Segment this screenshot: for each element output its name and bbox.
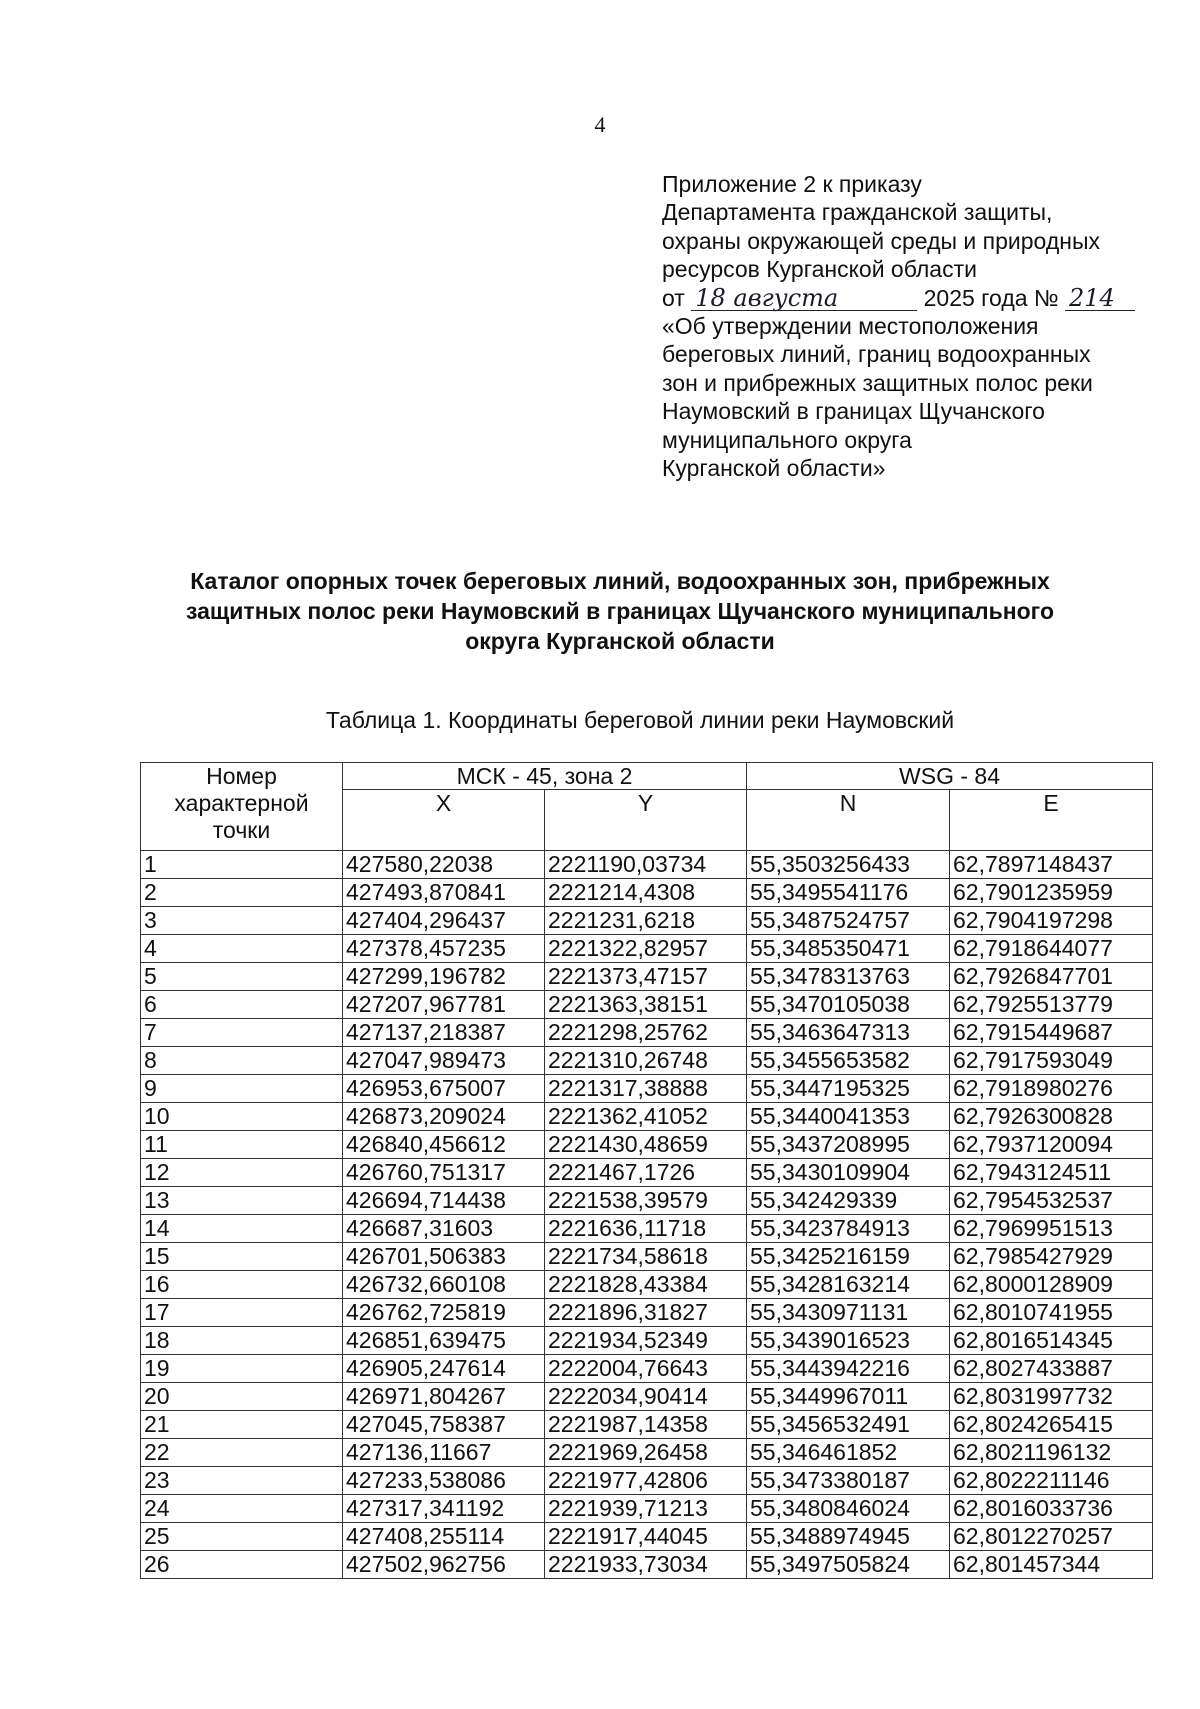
point-number-cell: 25: [141, 1523, 343, 1551]
table-body: [141, 851, 1153, 1579]
y-cell: 2221322,82957: [545, 935, 747, 963]
y-cell: 2221939,71213: [545, 1495, 747, 1523]
x-cell: 427493,870841: [343, 879, 545, 907]
wsg-group-header: WSG - 84: [747, 763, 1153, 790]
appendix-line: «Об утверждении местоположения: [662, 313, 1039, 340]
y-cell: 2221636,11718: [545, 1215, 747, 1243]
n-cell: 55,3428163214: [747, 1271, 950, 1299]
x-cell: 426760,751317: [343, 1159, 545, 1187]
x-cell: 427404,296437: [343, 907, 545, 935]
appendix-line: зон и прибрежных защитных полос реки: [662, 369, 1093, 396]
table-row: [141, 1495, 1153, 1523]
e-cell: 62,8000128909: [950, 1271, 1153, 1299]
y-cell: 2221362,41052: [545, 1103, 747, 1131]
table-row: [141, 1271, 1153, 1299]
n-cell: 55,3456532491: [747, 1411, 950, 1439]
point-number-cell: 9: [141, 1075, 343, 1103]
e-cell: 62,8022211146: [950, 1467, 1153, 1495]
appendix-line: береговых линий, границ водоохранных: [662, 341, 1091, 368]
coordinates-table: [140, 762, 1153, 1579]
n-cell: 55,3470105038: [747, 991, 950, 1019]
n-cell: 55,3463647313: [747, 1019, 950, 1047]
point-number-cell: 3: [141, 907, 343, 935]
n-cell: 55,346461852: [747, 1439, 950, 1467]
y-cell: 2221298,25762: [545, 1019, 747, 1047]
y-cell: 2221734,58618: [545, 1243, 747, 1271]
e-cell: 62,7915449687: [950, 1019, 1153, 1047]
table-row: [141, 1383, 1153, 1411]
point-number-cell: 13: [141, 1187, 343, 1215]
table-row: [141, 1187, 1153, 1215]
point-number-cell: 2: [141, 879, 343, 907]
n-cell: 55,3473380187: [747, 1467, 950, 1495]
n-cell: 55,3497505824: [747, 1551, 950, 1579]
table-row: [141, 1467, 1153, 1495]
y-cell: 2221373,47157: [545, 963, 747, 991]
table-row: [141, 991, 1153, 1019]
e-cell: 62,7985427929: [950, 1243, 1153, 1271]
e-cell: 62,8010741955: [950, 1299, 1153, 1327]
appendix-line: ресурсов Курганской области: [662, 256, 977, 283]
table-row: [141, 1047, 1153, 1075]
x-header: X: [343, 790, 545, 851]
y-cell: 2221917,44045: [545, 1523, 747, 1551]
x-cell: 427408,255114: [343, 1523, 545, 1551]
e-cell: 62,7897148437: [950, 851, 1153, 879]
n-cell: 55,3430109904: [747, 1159, 950, 1187]
appendix-line: Наумовский в границах Щучанского: [662, 398, 1045, 425]
e-cell: 62,7926847701: [950, 963, 1153, 991]
n-cell: 55,3495541176: [747, 879, 950, 907]
table-row: [141, 907, 1153, 935]
page-number: 4: [594, 112, 606, 137]
n-cell: 55,3449967011: [747, 1383, 950, 1411]
point-number-cell: 26: [141, 1551, 343, 1579]
table-row: [141, 963, 1153, 991]
x-cell: 426840,456612: [343, 1131, 545, 1159]
point-number-cell: 23: [141, 1467, 343, 1495]
year-text: 2025 года №: [923, 284, 1059, 311]
point-number-cell: 19: [141, 1355, 343, 1383]
n-cell: 55,3423784913: [747, 1215, 950, 1243]
n-cell: 55,3437208995: [747, 1131, 950, 1159]
y-header: Y: [545, 790, 747, 851]
y-cell: 2221430,48659: [545, 1131, 747, 1159]
appendix-line: охраны окружающей среды и природных: [662, 227, 1100, 254]
x-cell: 427137,218387: [343, 1019, 545, 1047]
y-cell: 2221190,03734: [545, 851, 747, 879]
point-number-cell: 4: [141, 935, 343, 963]
e-header: E: [950, 790, 1153, 851]
n-cell: 55,342429339: [747, 1187, 950, 1215]
e-cell: 62,8024265415: [950, 1411, 1153, 1439]
handwritten-order-number: 214: [1065, 286, 1135, 311]
y-cell: 2221317,38888: [545, 1075, 747, 1103]
e-cell: 62,8021196132: [950, 1439, 1153, 1467]
point-number-cell: 10: [141, 1103, 343, 1131]
y-cell: 2221310,26748: [545, 1047, 747, 1075]
n-cell: 55,3488974945: [747, 1523, 950, 1551]
n-cell: 55,3440041353: [747, 1103, 950, 1131]
point-number-cell: 16: [141, 1271, 343, 1299]
e-cell: 62,8012270257: [950, 1523, 1153, 1551]
table-row: [141, 1159, 1153, 1187]
table-header: [141, 763, 1153, 851]
x-cell: 427580,22038: [343, 851, 545, 879]
y-cell: 2221933,73034: [545, 1551, 747, 1579]
x-cell: 426687,31603: [343, 1215, 545, 1243]
e-cell: 62,7954532537: [950, 1187, 1153, 1215]
e-cell: 62,7969951513: [950, 1215, 1153, 1243]
appendix-line: Департамента гражданской защиты,: [662, 199, 1053, 226]
point-number-cell: 6: [141, 991, 343, 1019]
catalog-title-line: Каталог опорных точек береговых линий, водоохранных зон, прибрежных: [190, 568, 1050, 594]
table-row: [141, 1439, 1153, 1467]
point-number-cell: 18: [141, 1327, 343, 1355]
x-cell: 427502,962756: [343, 1551, 545, 1579]
table-row: [141, 1299, 1153, 1327]
y-cell: 2221231,6218: [545, 907, 747, 935]
x-cell: 427378,457235: [343, 935, 545, 963]
y-cell: 2221828,43384: [545, 1271, 747, 1299]
y-cell: 2222034,90414: [545, 1383, 747, 1411]
point-number-cell: 17: [141, 1299, 343, 1327]
table-row: [141, 851, 1153, 879]
n-cell: 55,3487524757: [747, 907, 950, 935]
point-number-cell: 11: [141, 1131, 343, 1159]
n-header: N: [747, 790, 950, 851]
n-cell: 55,3478313763: [747, 963, 950, 991]
n-cell: 55,3439016523: [747, 1327, 950, 1355]
point-number-cell: 8: [141, 1047, 343, 1075]
point-number-cell: 24: [141, 1495, 343, 1523]
n-cell: 55,3447195325: [747, 1075, 950, 1103]
e-cell: 62,7926300828: [950, 1103, 1153, 1131]
n-cell: 55,3485350471: [747, 935, 950, 963]
n-cell: 55,3443942216: [747, 1355, 950, 1383]
e-cell: 62,7918980276: [950, 1075, 1153, 1103]
x-cell: 426851,639475: [343, 1327, 545, 1355]
x-cell: 426873,209024: [343, 1103, 545, 1131]
e-cell: 62,8016033736: [950, 1495, 1153, 1523]
table-row: [141, 879, 1153, 907]
table-row: [141, 1523, 1153, 1551]
e-cell: 62,8027433887: [950, 1355, 1153, 1383]
e-cell: 62,7943124511: [950, 1159, 1153, 1187]
point-number-cell: 12: [141, 1159, 343, 1187]
catalog-title: [140, 566, 1100, 656]
y-cell: 2221896,31827: [545, 1299, 747, 1327]
table-row: [141, 1019, 1153, 1047]
x-cell: 427299,196782: [343, 963, 545, 991]
table-row: [141, 1327, 1153, 1355]
y-cell: 2221987,14358: [545, 1411, 747, 1439]
x-cell: 427136,11667: [343, 1439, 545, 1467]
point-number-cell: 7: [141, 1019, 343, 1047]
msk-group-header: МСК - 45, зона 2: [343, 763, 747, 790]
point-number-cell: 20: [141, 1383, 343, 1411]
e-cell: 62,7917593049: [950, 1047, 1153, 1075]
n-cell: 55,3503256433: [747, 851, 950, 879]
n-cell: 55,3455653582: [747, 1047, 950, 1075]
e-cell: 62,801457344: [950, 1551, 1153, 1579]
table-row: [141, 935, 1153, 963]
date-prefix: от: [662, 284, 685, 311]
handwritten-date: 18 августа: [691, 286, 917, 311]
appendix-line: муниципального округа: [662, 426, 912, 453]
x-cell: 426971,804267: [343, 1383, 545, 1411]
appendix-line: Приложение 2 к приказу: [662, 171, 922, 197]
x-cell: 426953,675007: [343, 1075, 545, 1103]
table-row: [141, 1103, 1153, 1131]
table-row: [141, 1075, 1153, 1103]
table-caption: Таблица 1. Координаты береговой линии реки Наумовский: [325, 707, 955, 733]
y-cell: 2221538,39579: [545, 1187, 747, 1215]
e-cell: 62,7937120094: [950, 1131, 1153, 1159]
x-cell: 427045,758387: [343, 1411, 545, 1439]
point-number-cell: 1: [141, 851, 343, 879]
e-cell: 62,8031997732: [950, 1383, 1153, 1411]
x-cell: 426694,714438: [343, 1187, 545, 1215]
y-cell: 2221934,52349: [545, 1327, 747, 1355]
y-cell: 2221977,42806: [545, 1467, 747, 1495]
y-cell: 2222004,76643: [545, 1355, 747, 1383]
point-number-cell: 14: [141, 1215, 343, 1243]
table-row: [141, 1551, 1153, 1579]
e-cell: 62,7904197298: [950, 907, 1153, 935]
e-cell: 62,7918644077: [950, 935, 1153, 963]
appendix-line: Курганской области»: [662, 455, 886, 482]
n-cell: 55,3480846024: [747, 1495, 950, 1523]
x-cell: 426762,725819: [343, 1299, 545, 1327]
x-cell: 427317,341192: [343, 1495, 545, 1523]
n-cell: 55,3430971131: [747, 1299, 950, 1327]
y-cell: 2221214,4308: [545, 879, 747, 907]
x-cell: 426732,660108: [343, 1271, 545, 1299]
point-number-cell: 21: [141, 1411, 343, 1439]
catalog-title-line: округа Курганской области: [465, 628, 775, 654]
table-row: [141, 1131, 1153, 1159]
point-number-cell: 5: [141, 963, 343, 991]
y-cell: 2221969,26458: [545, 1439, 747, 1467]
table-row: [141, 1243, 1153, 1271]
appendix-date-line: [662, 284, 1162, 312]
e-cell: 62,8016514345: [950, 1327, 1153, 1355]
point-number-header: Номер характерной точки: [141, 763, 343, 851]
table-row: [141, 1215, 1153, 1243]
y-cell: 2221363,38151: [545, 991, 747, 1019]
catalog-title-line: защитных полос реки Наумовский в границах Щучанского муниципального: [185, 598, 1055, 624]
table-row: [141, 1355, 1153, 1383]
n-cell: 55,3425216159: [747, 1243, 950, 1271]
header-row: [141, 763, 1153, 790]
e-cell: 62,7901235959: [950, 879, 1153, 907]
e-cell: 62,7925513779: [950, 991, 1153, 1019]
x-cell: 427047,989473: [343, 1047, 545, 1075]
point-number-cell: 15: [141, 1243, 343, 1271]
point-number-cell: 22: [141, 1439, 343, 1467]
table-row: [141, 1411, 1153, 1439]
x-cell: 426905,247614: [343, 1355, 545, 1383]
x-cell: 427233,538086: [343, 1467, 545, 1495]
x-cell: 427207,967781: [343, 991, 545, 1019]
x-cell: 426701,506383: [343, 1243, 545, 1271]
appendix-header: [662, 170, 1162, 482]
y-cell: 2221467,1726: [545, 1159, 747, 1187]
